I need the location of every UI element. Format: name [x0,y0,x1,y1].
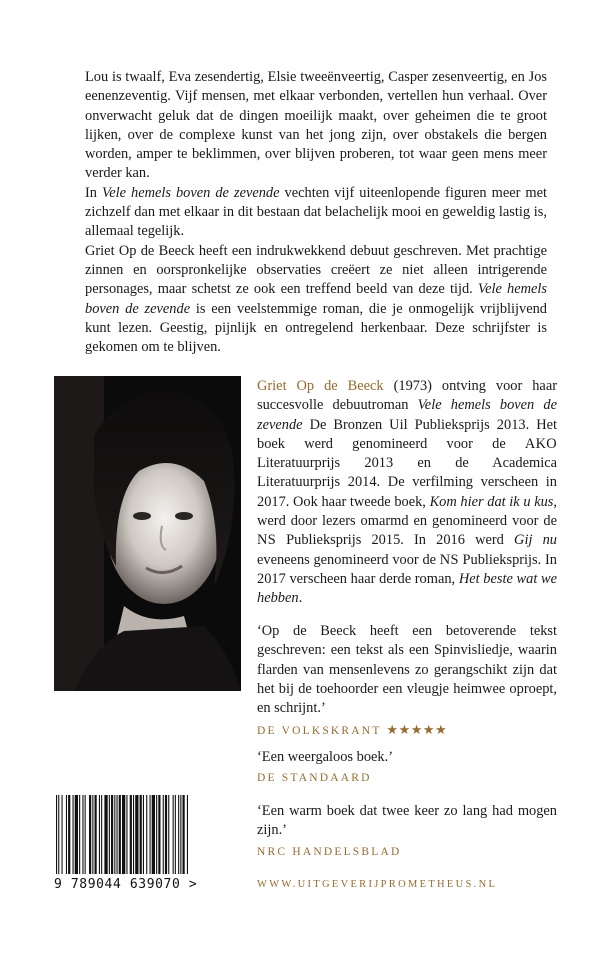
barcode-bar [66,795,67,874]
barcode-bar [56,795,57,874]
barcode-bar [117,795,118,874]
barcode-bar [101,795,102,874]
barcode-bar [92,795,93,874]
blurb-paragraph-3: Griet Op de Beeck heeft een indrukwekkend debuut geschreven. Met prachtige zinnen en oorspronkelijke observaties creëert ze niet alleen intrigerende personages, maar schetst ze ook een treffend beeld van deze tijd. Vele hemels boven de zevende is een veelstemmige roman, die je onmogelijk vrijblijvend kunt lezen. Geestig, pijnlijk en ontregelend herkenbaar. Deze schrijfster is gekomen om te blijven. [85,242,547,356]
barcode-bar [152,795,155,874]
quote-source: NRC HANDELSBLAD [257,845,402,858]
barcode-bar [187,795,188,874]
barcode-bar [85,795,86,874]
barcode-bar [82,795,83,874]
barcode-bar [73,795,74,874]
barcode-bar [158,795,160,874]
rating-stars: ★★★★★ [386,722,448,738]
barcode-bar [104,795,107,874]
author-biography: Griet Op de Beeck (1973) ontving voor haar succesvolle debuutroman Vele hemels boven de zevende De Bronzen Uil Publieksprijs 2013. Het boek werd genomineerd voor de AKO Literatuurprijs 2013 en de Academica Literatuurprijs 2014. De verfilming verscheen in 2017. Ook haar tweede boek, Kom hier dat ik u kus, werd door lezers omarmd en genomineerd voor de NS Publieksprijs 2015. In 2016 werd Gij nu eveneens genomineerd voor de NS Publieksprijs. In 2017 verscheen haar derde roman, Het beste wat we hebben. [257,378,558,607]
barcode-bar [130,795,132,874]
barcode-bar [111,795,113,874]
blurb-paragraph-1: Lou is twaalf, Eva zesendertig, Elsie tweeënveertig, Casper zesenveertig, en Jos eenenzeventig. Vijf mensen, met elkaar verbonden, vertellen hun verhaal. Over onverwacht geluk dat de dingen moeilijk maakt, over geheimen die te groot lijken, over de complexe kunst van het jong zijn, over obstakels die bergen worden, amper te beklimmen, over blijven proberen, tot waar geen mens meer verder kan. [85,69,547,182]
review-quote [257,802,557,862]
book-title: Kom hier dat ik u kus [429,493,554,510]
barcode-bar [99,795,100,874]
barcode-bar [173,795,174,874]
barcode-bar [109,795,110,874]
barcode-bar [58,795,59,874]
isbn-digits: 9 789044 639070 > [54,877,198,892]
barcode-bar [175,795,176,874]
quote-text: ‘Op de Beeck heeft een betoverende tekst geschreven: een tekst als een Spinvisliedje, waarin flarden van mensenlevens zo gerangschikt zijn dat het bij de toehoorder een vleugje heimwee oproept, en schrijnt.’ [257,623,557,717]
book-title: Vele hemels boven de zevende [257,397,557,433]
quote-text: ‘Een weergaloos boek.’ [257,749,393,765]
barcode-bar [119,795,121,874]
book-title: Vele hemels boven de zevende [85,281,547,317]
book-title: Het beste wat we hebben [257,570,557,607]
barcode-bar [163,795,164,874]
barcode-bar [75,795,78,874]
barcode-bar [68,795,70,874]
barcode-bar [89,795,91,874]
author-portrait-illustration [54,376,241,691]
barcode-bar [140,795,142,874]
barcode-bar [62,795,63,874]
barcode-bar [180,795,181,874]
quote-text: ‘Een warm boek dat twee keer zo lang had mogen zijn.’ [257,803,557,839]
review-quote [257,748,557,789]
barcode-bar [143,795,144,874]
blurb-paragraph-2: In Vele hemels boven de zevende vechten vijf uiteenlopende figuren meer met zichzelf dan met elkaar in dit bestaan dat belachelijk mooi en geweldig lastig is, allemaal tegelijk. [85,184,547,240]
barcode-bar [183,795,185,874]
barcode-bar [165,795,167,874]
quote-source: DE STANDAARD [257,772,372,785]
barcode-bar [122,795,125,874]
back-cover-blurb [85,68,547,357]
isbn-barcode [54,795,240,874]
book-title: Gij nu [514,532,557,549]
barcode-bar [156,795,157,874]
barcode-bar [135,795,138,874]
barcode-bar [114,795,115,874]
barcode-bar [146,795,147,874]
barcode-bar [79,795,80,874]
author-photo [54,376,241,691]
barcode-bar [168,795,169,874]
barcode-bar [126,795,127,874]
barcode-bar [178,795,179,874]
barcode-bar [133,795,134,874]
author-name: Griet Op de Beeck [257,378,384,394]
barcode-bars [54,795,240,874]
quote-source: DE VOLKSKRANT ★★★★★ [257,722,448,738]
review-quote [257,622,557,742]
publisher-website: WWW.UITGEVERIJPROMETHEUS.NL [257,879,498,890]
barcode-bar [95,795,97,874]
book-title: Vele hemels boven de zevende [102,184,280,201]
barcode-bar [150,795,151,874]
